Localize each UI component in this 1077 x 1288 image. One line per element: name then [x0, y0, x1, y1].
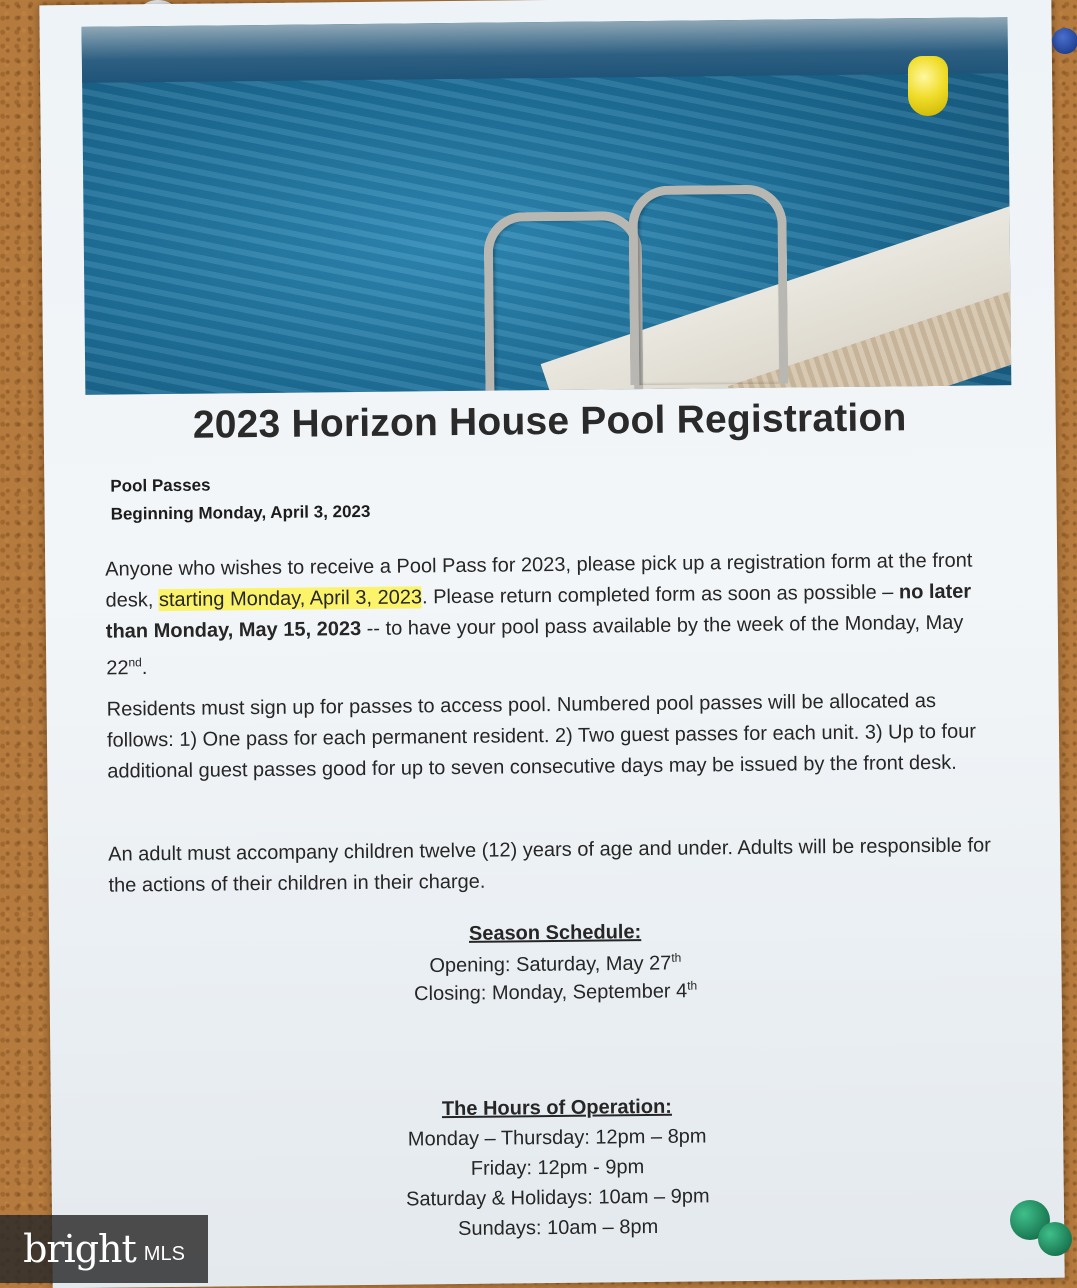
blue-pushpin	[1052, 28, 1077, 54]
yellow-pushpin	[908, 56, 948, 116]
pool-photo	[82, 17, 1012, 395]
season-closing: Closing: Monday, September 4th	[414, 978, 698, 1006]
watermark-suffix: MLS	[143, 1242, 185, 1265]
hours-line: Monday – Thursday: 12pm – 8pm	[407, 1125, 707, 1151]
pass-allocation-paragraph: Residents must sign up for passes to access pool. Numbered pool passes will be allocated as follows: 1) One pass for each permanent resident. 2) Two guest passes for each unit. 3) Up to four additional guest passes good for up to seven consecutive days may be issued by the front desk.	[106, 689, 977, 783]
deadline-bold: no later than Monday, May 15, 2023	[105, 580, 972, 643]
watermark-brand: bright	[23, 1227, 136, 1271]
green-pushpin	[1038, 1222, 1072, 1256]
beginning-date-heading: Beginning Monday, April 3, 2023	[110, 501, 371, 524]
pool-edge	[82, 17, 1009, 83]
pool-passes-heading: Pool Passes	[110, 475, 211, 496]
hours-line: Saturday & Holidays: 10am – 9pm	[405, 1185, 710, 1211]
highlighted-start-date: starting Monday, April 3, 2023	[158, 586, 423, 612]
ladder-rail-right	[628, 185, 788, 386]
hours-heading: The Hours of Operation:	[441, 1095, 672, 1121]
ladder-rail-left	[484, 211, 644, 395]
season-schedule-heading: Season Schedule:	[468, 921, 642, 945]
flyer-paper	[39, 0, 1064, 1288]
hours-line: Sundays: 10am – 8pm	[457, 1215, 659, 1241]
season-opening: Opening: Saturday, May 27th	[429, 950, 682, 977]
registration-paragraph: Anyone who wishes to receive a Pool Pass for 2023, please pick up a registration form at the front desk, starting Monday, April 3, 2023. Please return completed form as soon as possible – no later than Monday, May 15, 2023 -- to have your pool pass available by the week of the Monday, May 22nd.	[105, 549, 973, 680]
children-policy-paragraph: An adult must accompany children twelve (12) years of age and under. Adults will be responsible for the actions of their children in their charge.	[108, 834, 991, 897]
bright-mls-watermark	[0, 1215, 208, 1283]
flyer-title: 2023 Horizon House Pool Registration	[192, 396, 907, 447]
hours-line: Friday: 12pm - 9pm	[470, 1156, 645, 1180]
